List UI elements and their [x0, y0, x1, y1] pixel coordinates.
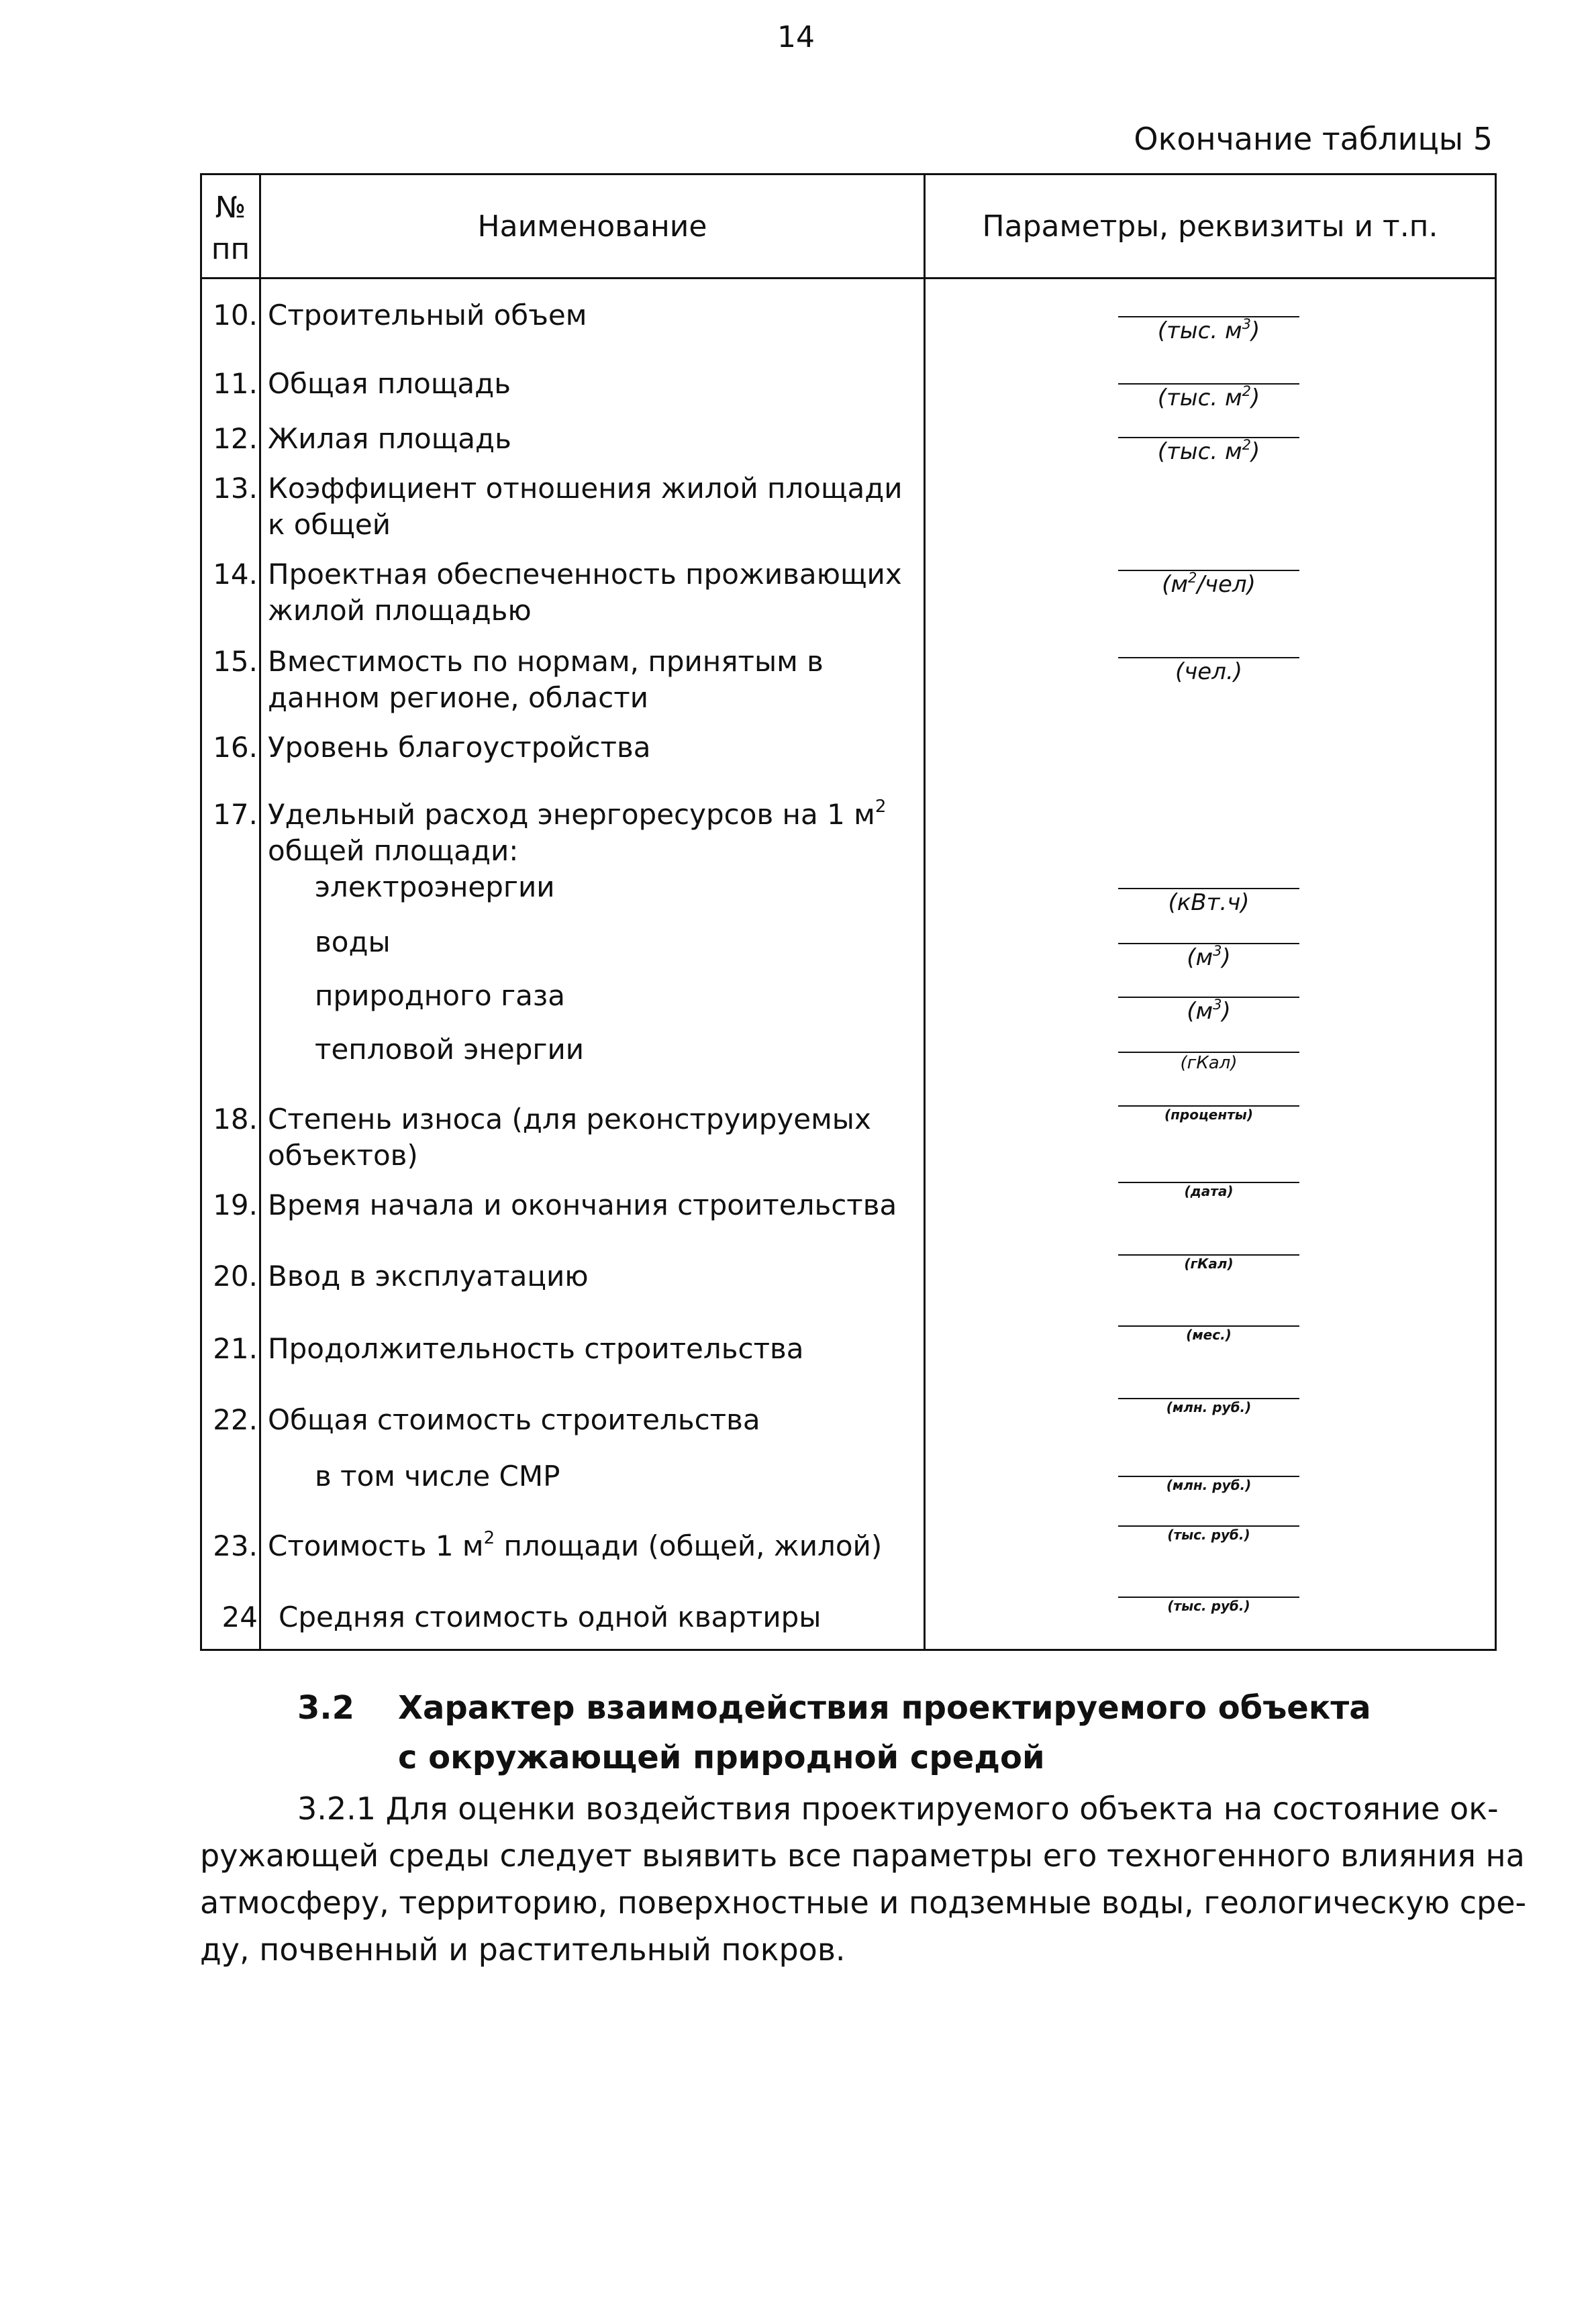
header-number: № пп	[211, 191, 250, 266]
param-unit: (чел.)	[1118, 657, 1299, 686]
row-number: 12.	[213, 422, 258, 455]
paragraph-line: 3.2.1 Для оценки воздействия проектируемого объекта на состояние ок-	[297, 1790, 1499, 1827]
body-paragraph	[200, 1785, 1527, 1973]
param-unit: (гКал)	[1118, 1052, 1299, 1074]
paragraph-line: ду, почвенный и растительный покров.	[200, 1931, 846, 1968]
row-name: Уровень благоустройства	[268, 731, 651, 764]
row-number: 24	[221, 1601, 258, 1633]
row-number: 20.	[213, 1260, 258, 1293]
section-number: 3.2	[297, 1689, 355, 1727]
table-column-divider	[259, 175, 261, 1649]
subrow-name: природного газа	[315, 979, 565, 1012]
table-header-divider	[202, 277, 1495, 279]
row-name: Время начала и окончания строительства	[268, 1189, 897, 1221]
row-name: Стоимость 1 $м^2$ площади (общей, жилой)	[268, 1528, 883, 1562]
row-name: Проектная обеспеченность проживающих жилой площадью	[268, 558, 902, 627]
section-title-line: Характер взаимодействия проектируемого объекта	[398, 1689, 1371, 1727]
header-parameters: Параметры, реквизиты и т.п.	[982, 209, 1438, 244]
row-number: 21.	[213, 1332, 258, 1365]
row-number: 13.	[213, 472, 258, 505]
param-unit: (тыс. руб.)	[1118, 1525, 1299, 1543]
row-number: 15.	[213, 645, 258, 678]
row-name: Вместимость по нормам, принятым в данном регионе, области	[268, 645, 824, 714]
row-name: Удельный расход энергоресурсов на 1 $м^2$ общей площади:	[268, 797, 887, 867]
row-name: Средняя стоимость одной квартиры	[279, 1601, 822, 1633]
row-number: 10.	[213, 299, 258, 332]
param-unit: (млн. руб.)	[1118, 1476, 1299, 1493]
param-unit: $(м^3)$	[1118, 943, 1299, 972]
paragraph-line: атмосферу, территорию, поверхностные и подземные воды, геологическую сре-	[200, 1884, 1527, 1921]
page-number: 14	[777, 20, 815, 54]
param-unit: (тыс. $м^2$)	[1118, 437, 1299, 466]
row-number: 11.	[213, 367, 258, 400]
param-unit: (кВт.ч)	[1118, 888, 1299, 917]
section-title	[398, 1683, 1405, 1782]
param-unit: $(м^3)$	[1118, 997, 1299, 1025]
row-name: Ввод в эксплуатацию	[268, 1260, 589, 1293]
row-number: 18.	[213, 1103, 258, 1135]
row-number: 19.	[213, 1189, 258, 1221]
row-number: 14.	[213, 558, 258, 591]
row-name: Степень износа (для реконструируемых объектов)	[268, 1103, 871, 1172]
row-number: 23.	[213, 1529, 258, 1562]
row-name: Общая стоимость строительства	[268, 1403, 760, 1436]
param-unit: (тыс. $м^3$)	[1118, 316, 1299, 345]
row-name: Строительный объем	[268, 299, 587, 332]
row-number: 22.	[213, 1403, 258, 1436]
row-number: 16.	[213, 731, 258, 764]
param-unit: (мес.)	[1118, 1325, 1299, 1343]
row-name: Общая площадь	[268, 367, 511, 400]
param-unit: (дата)	[1118, 1182, 1299, 1199]
paragraph-line: ружающей среды следует выявить все параметры его техногенного влияния на	[200, 1837, 1525, 1874]
param-unit: (тыс. руб.)	[1118, 1597, 1299, 1614]
param-unit: (млн. руб.)	[1118, 1398, 1299, 1415]
row-name: Коэффициент отношения жилой площади к общей	[268, 472, 903, 541]
subrow-name: электроэнергии	[315, 870, 555, 903]
table-caption: Окончание таблицы 5	[1134, 121, 1493, 157]
param-unit: (гКал)	[1118, 1254, 1299, 1272]
subrow-name: тепловой энергии	[315, 1033, 585, 1066]
subrow-name: воды	[315, 925, 391, 958]
param-unit: $(м^2/чел)$	[1118, 570, 1299, 599]
param-unit: (проценты)	[1118, 1105, 1299, 1123]
row-number: 17.	[213, 798, 258, 831]
subrow-name: в том числе СМР	[315, 1460, 560, 1493]
section-title-line: с окружающей природной средой	[398, 1739, 1045, 1776]
param-unit: (тыс. $м^2$)	[1118, 383, 1299, 412]
header-name: Наименование	[477, 209, 707, 244]
row-name: Жилая площадь	[268, 422, 511, 455]
parameters-table	[200, 173, 1497, 1651]
table-column-divider	[924, 175, 926, 1649]
row-name: Продолжительность строительства	[268, 1332, 804, 1365]
